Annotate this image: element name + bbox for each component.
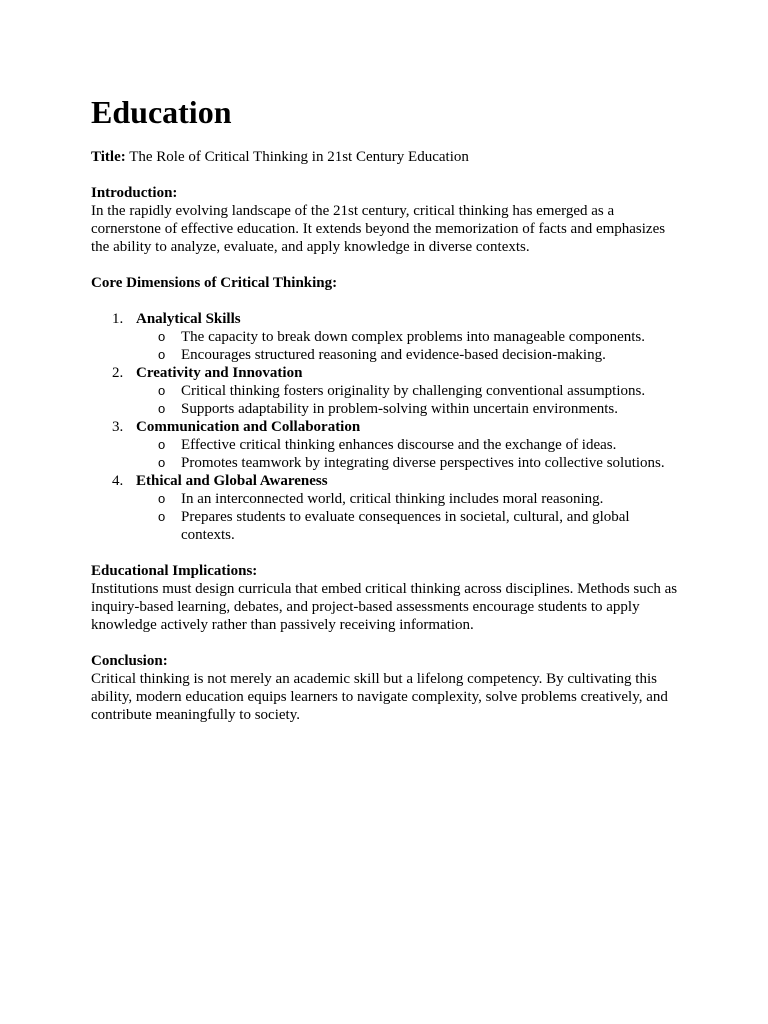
point-text: Promotes teamwork by integrating diverse perspectives into collective solutions. <box>181 455 665 471</box>
dimension-item <box>91 472 681 544</box>
title-text: The Role of Critical Thinking in 21st Century Education <box>125 149 469 165</box>
list-item <box>136 328 681 346</box>
dimensions-list <box>91 310 681 544</box>
list-item <box>136 490 681 508</box>
list-item <box>136 436 681 454</box>
dimension-points <box>136 382 681 418</box>
title-label: Title: <box>91 149 126 165</box>
point-text: Critical thinking fosters originality by challenging conventional assumptions. <box>181 383 646 399</box>
conclusion-text: Critical thinking is not merely an academic skill but a lifelong competency. By cultivating this ability, modern education equips learners to navigate complexity, solve problems creatively, and contribute meaningfully to society. <box>91 671 668 723</box>
list-item <box>136 346 681 364</box>
hollow-bullet-icon: o <box>158 347 166 362</box>
title-line <box>91 148 681 166</box>
point-text: The capacity to break down complex problems into manageable components. <box>181 329 646 345</box>
dimension-item <box>91 418 681 472</box>
dimension-item <box>91 310 681 364</box>
dimension-points <box>136 436 681 472</box>
dimension-item <box>91 364 681 418</box>
dimension-number: 4. <box>112 473 124 489</box>
conclusion-heading: Conclusion: <box>91 653 168 669</box>
implications-heading: Educational Implications: <box>91 563 258 579</box>
dimension-title: Analytical Skills <box>136 311 241 327</box>
list-item <box>136 400 681 418</box>
point-text: Supports adaptability in problem-solving within uncertain environments. <box>181 401 619 417</box>
dimension-title: Creativity and Innovation <box>136 365 303 381</box>
document-heading: Education <box>91 94 232 130</box>
dimension-points <box>136 328 681 364</box>
list-item <box>136 382 681 400</box>
dimension-title: Communication and Collaboration <box>136 419 361 435</box>
dimension-title: Ethical and Global Awareness <box>136 473 328 489</box>
dimension-number: 1. <box>112 311 124 327</box>
point-text: Prepares students to evaluate consequences in societal, cultural, and global contexts. <box>181 509 630 543</box>
hollow-bullet-icon: o <box>158 509 166 524</box>
point-text: In an interconnected world, critical thinking includes moral reasoning. <box>181 491 604 507</box>
introduction-text: In the rapidly evolving landscape of the 21st century, critical thinking has emerged as a cornerstone of effective education. It extends beyond the memorization of facts and emphasizes the ability to analyze, evaluate, and apply knowledge in diverse contexts. <box>91 203 666 255</box>
hollow-bullet-icon: o <box>158 329 166 344</box>
dimension-number: 3. <box>112 419 124 435</box>
hollow-bullet-icon: o <box>158 401 166 416</box>
dimension-points <box>136 490 681 544</box>
hollow-bullet-icon: o <box>158 491 166 506</box>
hollow-bullet-icon: o <box>158 383 166 398</box>
dimension-number: 2. <box>112 365 124 381</box>
point-text: Encourages structured reasoning and evidence-based decision-making. <box>181 347 606 363</box>
document-body <box>91 94 681 724</box>
hollow-bullet-icon: o <box>158 437 166 452</box>
hollow-bullet-icon: o <box>158 455 166 470</box>
core-dimensions-heading: Core Dimensions of Critical Thinking: <box>91 275 338 291</box>
implications-text: Institutions must design curricula that embed critical thinking across disciplines. Methods such as inquiry-based learning, debates, and project-based assessments encourage students to apply knowledge actively rather than passively receiving information. <box>91 581 678 633</box>
introduction-heading: Introduction: <box>91 185 178 201</box>
point-text: Effective critical thinking enhances discourse and the exchange of ideas. <box>181 437 617 453</box>
list-item <box>136 508 681 544</box>
list-item <box>136 454 681 472</box>
